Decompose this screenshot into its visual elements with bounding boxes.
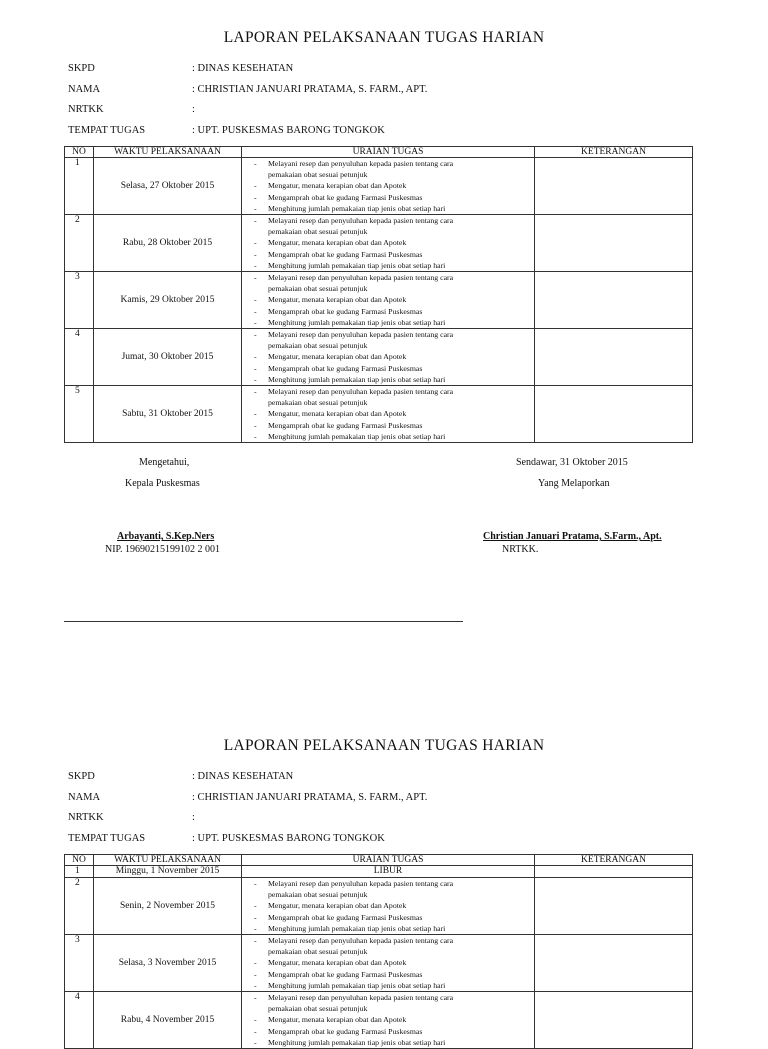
col-header-uraian: URAIAN TUGAS	[242, 147, 535, 158]
field-skpd: SKPD : DINAS KESEHATAN	[68, 63, 294, 74]
row-no: 4	[65, 329, 94, 386]
row-no: 4	[65, 992, 94, 1049]
row-no: 1	[65, 866, 94, 878]
report-title-2: LAPORAN PELAKSANAAN TUGAS HARIAN	[223, 737, 545, 754]
table-row	[65, 386, 693, 443]
row-keterangan	[535, 992, 693, 1049]
row-tasks: - Melayani resep dan penyuluhan kepada pasien tentang cara pemakaian obat sesuai petunjuk - Mengatur, menata kerapian obat dan Apotek - Mengamprah obat ke gudang Farmasi Puskesmas - Menghitung jumlah pemakaian tiap jenis obat setiap hari	[242, 878, 535, 935]
row-keterangan	[535, 386, 693, 443]
row-no: 2	[65, 878, 94, 935]
field-skpd-2: SKPD : DINAS KESEHATAN	[68, 771, 294, 782]
col-header-no: NO	[65, 855, 94, 866]
row-keterangan	[535, 272, 693, 329]
task-table-2	[64, 854, 693, 1049]
col-header-waktu: WAKTU PELAKSANAAN	[94, 147, 242, 158]
row-date: Senin, 2 November 2015	[94, 878, 242, 935]
sig-right-nrtkk: NRTKK.	[502, 544, 539, 555]
row-date: Selasa, 27 Oktober 2015	[94, 158, 242, 215]
report-title: LAPORAN PELAKSANAAN TUGAS HARIAN	[223, 29, 545, 46]
table-header-row	[65, 855, 693, 866]
col-header-uraian: URAIAN TUGAS	[242, 855, 535, 866]
table-row	[65, 878, 693, 935]
row-tasks: - Melayani resep dan penyuluhan kepada pasien tentang cara pemakaian obat sesuai petunjuk - Mengatur, menata kerapian obat dan Apotek - Mengamprah obat ke gudang Farmasi Puskesmas - Menghitung jumlah pemakaian tiap jenis obat setiap hari	[242, 386, 535, 443]
table-row	[65, 935, 693, 992]
row-date: Kamis, 29 Oktober 2015	[94, 272, 242, 329]
sig-left-line1: Mengetahui,	[139, 457, 190, 468]
sig-right-line1: Sendawar, 31 Oktober 2015	[516, 457, 628, 468]
row-no: 2	[65, 215, 94, 272]
sig-right-name: Christian Januari Pratama, S.Farm., Apt.	[483, 531, 662, 542]
row-tasks: - Melayani resep dan penyuluhan kepada pasien tentang cara pemakaian obat sesuai petunjuk - Mengatur, menata kerapian obat dan Apotek - Mengamprah obat ke gudang Farmasi Puskesmas - Menghitung jumlah pemakaian tiap jenis obat setiap hari	[242, 215, 535, 272]
row-tasks: - Melayani resep dan penyuluhan kepada pasien tentang cara pemakaian obat sesuai petunjuk - Mengatur, menata kerapian obat dan Apotek - Mengamprah obat ke gudang Farmasi Puskesmas - Menghitung jumlah pemakaian tiap jenis obat setiap hari	[242, 992, 535, 1049]
row-no: 1	[65, 158, 94, 215]
table-row	[65, 272, 693, 329]
col-header-keterangan: KETERANGAN	[535, 147, 693, 158]
row-tasks: LIBUR	[242, 866, 535, 878]
row-tasks: - Melayani resep dan penyuluhan kepada pasien tentang cara pemakaian obat sesuai petunjuk - Mengatur, menata kerapian obat dan Apotek - Mengamprah obat ke gudang Farmasi Puskesmas - Menghitung jumlah pemakaian tiap jenis obat setiap hari	[242, 272, 535, 329]
col-header-waktu: WAKTU PELAKSANAAN	[94, 855, 242, 866]
field-tempat-tugas: TEMPAT TUGAS : UPT. PUSKESMAS BARONG TONGKOK	[68, 125, 385, 136]
row-keterangan	[535, 215, 693, 272]
field-nama-2: NAMA : CHRISTIAN JANUARI PRATAMA, S. FARM., APT.	[68, 792, 428, 803]
row-tasks: - Melayani resep dan penyuluhan kepada pasien tentang cara pemakaian obat sesuai petunjuk - Mengatur, menata kerapian obat dan Apotek - Mengamprah obat ke gudang Farmasi Puskesmas - Menghitung jumlah pemakaian tiap jenis obat setiap hari	[242, 329, 535, 386]
row-keterangan	[535, 878, 693, 935]
sig-left-line2: Kepala Puskesmas	[125, 478, 200, 489]
row-no: 5	[65, 386, 94, 443]
row-date: Rabu, 28 Oktober 2015	[94, 215, 242, 272]
table-row	[65, 992, 693, 1049]
row-tasks: - Melayani resep dan penyuluhan kepada pasien tentang cara pemakaian obat sesuai petunjuk - Mengatur, menata kerapian obat dan Apotek - Mengamprah obat ke gudang Farmasi Puskesmas - Menghitung jumlah pemakaian tiap jenis obat setiap hari	[242, 935, 535, 992]
table-row	[65, 866, 693, 878]
row-no: 3	[65, 272, 94, 329]
table-header-row	[65, 147, 693, 158]
table-row	[65, 329, 693, 386]
sig-left-name: Arbayanti, S.Kep.Ners	[117, 531, 215, 542]
row-date: Sabtu, 31 Oktober 2015	[94, 386, 242, 443]
row-date: Rabu, 4 November 2015	[94, 992, 242, 1049]
row-date: Minggu, 1 November 2015	[94, 866, 242, 878]
row-keterangan	[535, 866, 693, 878]
sig-right-line2: Yang Melaporkan	[538, 478, 610, 489]
row-keterangan	[535, 935, 693, 992]
row-date: Selasa, 3 November 2015	[94, 935, 242, 992]
row-no: 3	[65, 935, 94, 992]
row-date: Jumat, 30 Oktober 2015	[94, 329, 242, 386]
row-keterangan	[535, 329, 693, 386]
field-tempat-tugas-2: TEMPAT TUGAS : UPT. PUSKESMAS BARONG TONGKOK	[68, 833, 385, 844]
sig-left-nip: NIP. 19690215199102 2 001	[105, 544, 221, 555]
col-header-keterangan: KETERANGAN	[535, 855, 693, 866]
field-nrtkk-2: NRTKK :	[68, 812, 195, 823]
page-divider	[64, 621, 463, 622]
table-row	[65, 158, 693, 215]
field-nama: NAMA : CHRISTIAN JANUARI PRATAMA, S. FARM., APT.	[68, 84, 428, 95]
col-header-no: NO	[65, 147, 94, 158]
field-nrtkk: NRTKK :	[68, 104, 195, 115]
task-table	[64, 146, 693, 443]
row-keterangan	[535, 158, 693, 215]
row-tasks: - Melayani resep dan penyuluhan kepada pasien tentang cara pemakaian obat sesuai petunjuk - Mengatur, menata kerapian obat dan Apotek - Mengamprah obat ke gudang Farmasi Puskesmas - Menghitung jumlah pemakaian tiap jenis obat setiap hari	[242, 158, 535, 215]
table-row	[65, 215, 693, 272]
